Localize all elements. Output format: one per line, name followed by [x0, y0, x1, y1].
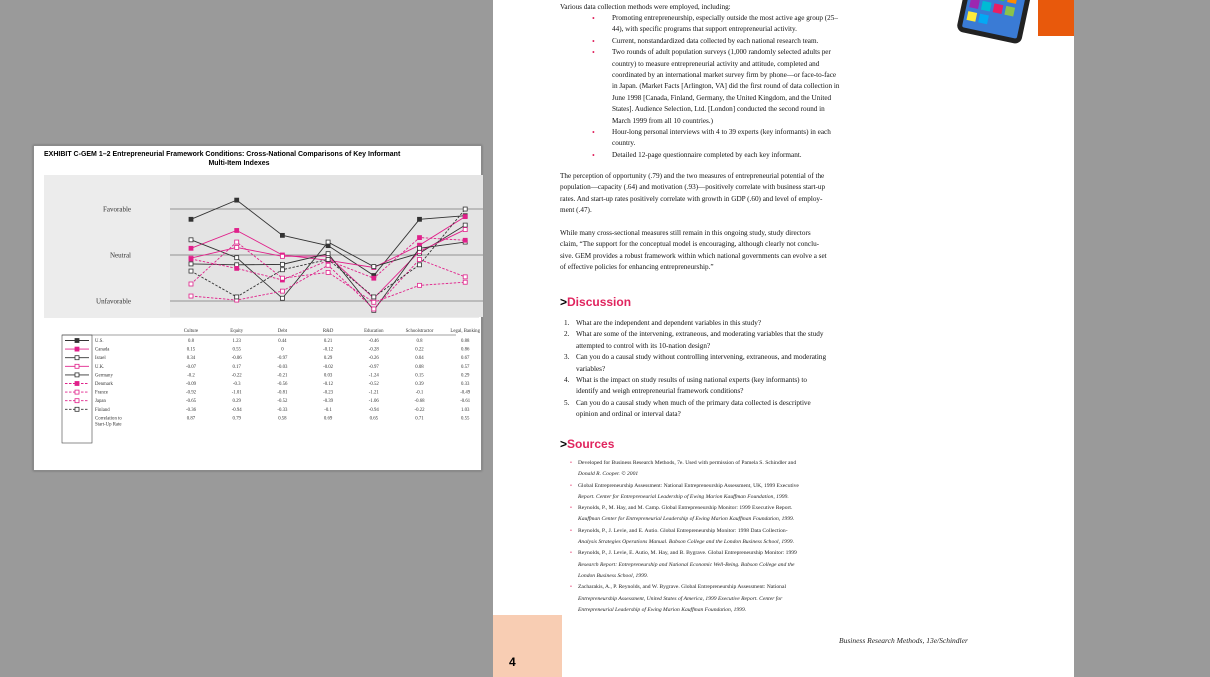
- table-cell: 0.29: [232, 399, 241, 405]
- bullet-line: Hour-long personal interviews with 4 to 39 experts (key informants) in each: [612, 128, 831, 136]
- line-chart: [34, 146, 483, 472]
- correlation-cell: 0.79: [232, 416, 241, 422]
- table-cell: -0.06: [231, 356, 242, 362]
- document-page: [493, 0, 1074, 677]
- correlation-cell: 0.71: [415, 416, 424, 422]
- y-axis-label: Neutral: [110, 251, 131, 260]
- table-country-label: Canada: [95, 347, 110, 353]
- table-country-label: Denmark: [95, 382, 113, 387]
- bullet-item: [592, 127, 912, 150]
- table-country-label: France: [95, 390, 109, 396]
- paragraph-line: sive. GEM provides a robust framework within which national governments can evolve a set: [560, 251, 827, 260]
- bullet-line: country) to measure entrepreneurial activity and attitude, completed and: [612, 59, 820, 68]
- table-column-header: Equity: [230, 329, 244, 334]
- data-point: [418, 217, 422, 221]
- paragraph-line: While many cross-sectional measures still remain in this ongoing study, study directors: [560, 229, 811, 237]
- table-cell: 0.22: [415, 347, 424, 353]
- source-line: Entrepreneurship Assessment, United States of America, 1999 Executive Report. Center for: [578, 595, 783, 602]
- source-line: Reynolds, P., J. Levie, E. Autio, M. Hay, and B. Bygrave. Global Entrepreneurship Monitor: 1999: [578, 550, 797, 557]
- data-point: [280, 254, 284, 258]
- table-cell: -0.03: [277, 364, 288, 370]
- table-country-label: Japan: [95, 399, 106, 405]
- source-bullet: •: [570, 505, 572, 512]
- table-country-label: U.S.: [95, 339, 104, 344]
- table-cell: 0.86: [460, 347, 470, 353]
- table-cell: -0.26: [368, 356, 379, 362]
- source-bullet: •: [570, 584, 572, 591]
- source-item: [570, 458, 908, 481]
- question-line: What are some of the intervening, extraneous, and moderating variables that the study: [576, 330, 824, 339]
- correlation-cell: 0.87: [186, 416, 196, 422]
- table-column-header: Schoolstractor: [405, 329, 434, 334]
- paragraph-line: rates. And start-up rates positively correlate with growth in GDP (.60) and level of employ-: [560, 194, 823, 203]
- data-point: [372, 300, 376, 304]
- data-point: [189, 269, 193, 273]
- data-point: [189, 294, 193, 298]
- table-cell: 0.21: [323, 339, 333, 344]
- discussion-question: [564, 398, 916, 421]
- correlation-label: Correlation to: [95, 416, 122, 422]
- legend-key-marker: [75, 399, 79, 403]
- table-cell: -1.01: [231, 390, 242, 396]
- legend-key-marker: [75, 356, 79, 360]
- source-line: Entrepreneurial Leadership of Ewing Marion Kauffman Foundation, 1999.: [578, 606, 747, 613]
- source-line: Report. Center for Entrepreneurial Leadership of Ewing Marion Kauffman Foundation, 1999.: [578, 493, 789, 500]
- source-bullet: •: [570, 527, 572, 534]
- question-number: 1.: [564, 319, 570, 327]
- discussion-question: [564, 352, 916, 375]
- table-cell: 0.44: [278, 339, 287, 344]
- data-point: [326, 240, 330, 244]
- bullet-line: 44), with specific programs that support entrepreneurial activity.: [612, 25, 797, 34]
- table-cell: -0.52: [368, 382, 379, 387]
- discussion-question: [564, 329, 916, 352]
- page-corner: [493, 615, 562, 677]
- data-point: [463, 280, 467, 284]
- legend-key-marker: [75, 407, 79, 411]
- data-point: [463, 207, 467, 211]
- table-cell: 0.04: [415, 356, 424, 362]
- data-point: [189, 217, 193, 221]
- discussion-question: [564, 375, 916, 398]
- bullet-dot: •: [592, 48, 595, 58]
- data-point: [189, 246, 193, 250]
- table-cell: -0.94: [368, 407, 379, 413]
- table-cell: -0.02: [323, 364, 334, 370]
- legend-key-marker: [75, 364, 79, 368]
- table-country-label: U.K.: [95, 364, 105, 370]
- source-line: Reynolds, P., M. Hay, and M. Camp. Global Entrepreneurship Monitor: 1999 Executive Report.: [578, 505, 793, 512]
- correlation-label: Start-Up Rate: [95, 422, 122, 428]
- bullet-item: [592, 13, 912, 36]
- table-cell: -0.33: [277, 407, 288, 413]
- table-column-header: Debt: [277, 329, 288, 334]
- table-cell: -0.97: [368, 364, 379, 370]
- legend-key-marker: [75, 382, 79, 386]
- table-cell: -0.28: [368, 347, 379, 353]
- bullet-item: [592, 47, 912, 127]
- paragraph-line: claim, “The support for the conceptual model is encouraging, although clearly not conclu-: [560, 240, 820, 249]
- question-number: 3.: [564, 353, 570, 362]
- data-point: [463, 223, 467, 227]
- table-cell: 0.29: [323, 356, 333, 362]
- table-cell: 0.29: [460, 373, 470, 379]
- y-axis-label: Favorable: [103, 205, 131, 214]
- data-point: [235, 266, 239, 270]
- table-country-label: Israel: [95, 356, 106, 362]
- exhibit-panel: [33, 145, 482, 471]
- table-cell: -1.06: [368, 399, 379, 405]
- data-point: [280, 289, 284, 293]
- data-point: [463, 275, 467, 279]
- data-point: [280, 276, 284, 280]
- question-line: What are the independent and dependent variables in this study?: [576, 319, 762, 327]
- bullet-line: Promoting entrepreneurship, especially outside the most active age group (25–: [612, 14, 838, 22]
- table-cell: 0.15: [186, 347, 196, 353]
- bullet-item: [592, 150, 912, 161]
- bullet-line: in Japan. (Market Facts [Arlington, VA] did the first round of data collection in: [612, 82, 840, 91]
- data-point: [235, 198, 239, 202]
- data-point: [372, 276, 376, 280]
- table-cell: 0.55: [232, 347, 241, 353]
- legend-key-marker: [75, 390, 79, 394]
- source-line: Kauffman Center for Entrepreneurial Leadership of Ewing Marion Kauffman Foundation, 1999.: [578, 516, 795, 523]
- data-point: [235, 256, 239, 260]
- table-cell: -0.07: [186, 364, 196, 370]
- table-cell: -0.49: [460, 390, 471, 396]
- question-line: variables?: [576, 364, 606, 373]
- table-cell: 1.23: [232, 339, 241, 344]
- data-point: [280, 262, 284, 266]
- table-cell: -0.3: [232, 382, 241, 387]
- data-point: [326, 263, 330, 267]
- table-cell: 0.08: [415, 364, 424, 370]
- table-cell: -0.52: [277, 399, 288, 405]
- question-number: 4.: [564, 376, 570, 384]
- table-cell: -0.36: [186, 407, 196, 413]
- bullet-line: country.: [612, 139, 636, 148]
- data-point: [463, 238, 467, 242]
- table-cell: -0.12: [323, 382, 334, 387]
- y-axis-label: Unfavorable: [96, 297, 131, 306]
- correlation-cell: 0.69: [323, 416, 333, 422]
- intro-text: Various data collection methods were employed, including:: [560, 3, 731, 11]
- question-line: attempted to control with its 10-nation design?: [576, 341, 711, 350]
- bullet-dot: •: [592, 36, 595, 46]
- data-point: [235, 245, 239, 249]
- question-number: 2.: [564, 330, 570, 339]
- question-line: identify and weigh entrepreneurial framework conditions?: [576, 387, 744, 396]
- source-line: Donald R. Cooper. © 2001: [578, 471, 639, 478]
- data-point: [372, 307, 376, 311]
- smartphone-icon: [951, 0, 1031, 45]
- legend-key-marker: [75, 347, 79, 351]
- page-number: 4: [509, 655, 516, 669]
- table-country-label: Germany: [95, 373, 113, 379]
- legend-key-marker: [75, 373, 79, 377]
- data-point: [189, 238, 193, 242]
- bullet-line: States]. Audience Selection, Ltd. [London] conducted the second round in: [612, 105, 825, 114]
- table-cell: 0.17: [232, 364, 241, 370]
- bullet-dot: •: [592, 14, 595, 23]
- bullet-dot: •: [592, 150, 595, 160]
- data-point: [326, 257, 330, 261]
- source-line: Analysis Strategies Operations Manual. Babson College and the London Business School, 1999.: [578, 539, 794, 546]
- bullet-item: [592, 36, 912, 47]
- data-point: [189, 282, 193, 286]
- bullet-line: June 1998 [Canada, Finland, Germany, the United Kingdom, and the United: [612, 93, 832, 102]
- data-point: [280, 296, 284, 300]
- table-cell: -0.97: [277, 356, 288, 362]
- source-item: [570, 582, 908, 616]
- data-point: [372, 295, 376, 299]
- source-line: Research Report: Entrepreneurship and National Economic Well-Being. Babson College and the: [578, 561, 795, 568]
- data-point: [463, 228, 467, 232]
- table-column-header: Culture: [183, 329, 199, 334]
- orange-tab: [1038, 0, 1074, 36]
- exhibit-title-text: EXHIBIT C-GEM 1–2 Entrepreneurial Framework Conditions: Cross-National Comparisons of Key Informant: [44, 151, 401, 158]
- table-cell: -0.2: [187, 373, 195, 379]
- paragraph-line: The perception of opportunity (.79) and the two measures of entrepreneurial potential of the: [560, 172, 825, 180]
- table-cell: -1.21: [368, 390, 379, 396]
- table-cell: 0.34: [186, 356, 196, 362]
- table-cell: -0.21: [277, 373, 288, 379]
- table-cell: -0.1: [324, 407, 332, 413]
- source-bullet: •: [570, 482, 572, 489]
- source-line: Global Entrepreneurship Assessment: National Entrepreneurship Assessment, UK, 1999 Executive: [578, 482, 799, 489]
- table-cell: -0.94: [231, 407, 242, 413]
- question-line: Can you do a causal study when much of the primary data collected is descriptive: [576, 398, 811, 407]
- table-column-header: R&D: [322, 329, 334, 334]
- table-cell: 1.03: [460, 407, 470, 413]
- table-cell: -0.65: [186, 399, 196, 405]
- data-point: [418, 283, 422, 287]
- table-cell: -0.22: [231, 373, 242, 379]
- table-cell: 0.8: [188, 339, 194, 344]
- bullet-line: March 1999 from all 10 countries.): [612, 116, 713, 125]
- source-item: [570, 503, 908, 526]
- table-cell: -0.68: [414, 399, 425, 405]
- data-point: [235, 240, 239, 244]
- table-cell: -1.24: [368, 373, 379, 379]
- source-bullet: •: [570, 550, 572, 557]
- question-line: What is the impact on study results of using national experts (key informants) to: [576, 376, 807, 384]
- table-cell: -0.56: [277, 382, 288, 387]
- data-point: [326, 252, 330, 256]
- table-cell: -0.39: [323, 399, 334, 405]
- paragraph-line: population—capacity (.64) and motivation (.93)—positively correlate with business start-up: [560, 183, 826, 192]
- source-bullet: •: [570, 460, 572, 466]
- table-cell: -0.1: [415, 390, 424, 396]
- bullet-dot: •: [592, 128, 595, 137]
- source-item: [570, 481, 908, 504]
- legend-key-marker: [75, 339, 79, 343]
- data-point: [418, 257, 422, 261]
- table-cell: 0.67: [460, 356, 470, 362]
- correlation-cell: 0.58: [278, 416, 287, 422]
- table-cell: 0.57: [460, 364, 470, 370]
- data-point: [189, 262, 193, 266]
- data-point: [372, 265, 376, 269]
- data-point: [189, 257, 193, 261]
- data-point: [418, 236, 422, 240]
- table-cell: 0: [281, 347, 284, 353]
- table-cell: 0.8: [416, 339, 423, 344]
- source-item: [570, 548, 908, 582]
- sources-heading: >Sources: [560, 437, 615, 451]
- table-cell: -0.92: [186, 390, 196, 396]
- table-country-label: Finland: [95, 407, 110, 413]
- table-cell: 0.33: [460, 382, 470, 387]
- source-line: Developed for Business Research Methods, 7e. Used with permission of Pamela S. Schindler and: [578, 460, 797, 466]
- bullet-line: Two rounds of adult population surveys (1,000 randomly selected adults per: [612, 48, 831, 57]
- table-cell: 0.03: [323, 373, 333, 379]
- table-column-header: Legal, Banking: [450, 329, 480, 334]
- data-point: [418, 246, 422, 250]
- correlation-cell: 0.55: [460, 416, 470, 422]
- data-point: [235, 228, 239, 232]
- paragraph-line: ment (.47).: [560, 206, 592, 215]
- data-point: [280, 268, 284, 272]
- table-cell: -0.22: [414, 407, 425, 413]
- question-line: opinion and ordinal or interval data?: [576, 410, 681, 419]
- bullet-line: coordinated by an international market survey firm by phone—or face-to-face: [612, 71, 837, 79]
- data-point: [463, 215, 467, 219]
- discussion-question: [564, 318, 916, 329]
- table-column-header: Education: [364, 329, 384, 334]
- bullet-line: Detailed 12-page questionnaire completed by each key informant.: [612, 150, 802, 159]
- table-cell: -0.81: [277, 390, 288, 396]
- question-number: 5.: [564, 398, 570, 407]
- correlation-cell: 0.65: [369, 416, 379, 422]
- exhibit-subtitle: Multi-Item Indexes: [208, 160, 270, 167]
- source-line: Reynolds, P., J. Levie, and E. Autio. Global Entrepreneurship Monitor: 1998 Data Collection-: [578, 527, 788, 534]
- source-line: Zacharakis, A., P. Reynolds, and W. Bygrave. Global Entrepreneurship Assessment: National: [578, 584, 787, 591]
- paragraph-line: of effective policies for enhancing entrepreneurship.”: [560, 263, 714, 272]
- table-cell: -0.12: [323, 347, 334, 353]
- table-cell: 0.39: [415, 382, 424, 387]
- question-line: Can you do a causal study without controlling intervening, extraneous, and moderating: [576, 353, 827, 362]
- table-cell: 0.88: [460, 339, 470, 344]
- table-cell: 0.15: [415, 373, 424, 379]
- table-cell: -0.61: [460, 399, 471, 405]
- source-line: London Business School, 1999.: [578, 572, 649, 579]
- page-footer: Business Research Methods, 13e/Schindler: [839, 636, 968, 645]
- table-cell: -0.09: [186, 382, 196, 387]
- discussion-heading: >Discussion: [560, 295, 632, 309]
- source-item: [570, 526, 908, 549]
- data-point: [235, 295, 239, 299]
- data-point: [280, 233, 284, 237]
- bullet-line: Current, nonstandardized data collected by each national research team.: [612, 36, 819, 45]
- table-cell: -0.23: [323, 390, 334, 396]
- data-point: [326, 270, 330, 274]
- table-cell: -0.46: [368, 339, 379, 344]
- data-point: [418, 263, 422, 267]
